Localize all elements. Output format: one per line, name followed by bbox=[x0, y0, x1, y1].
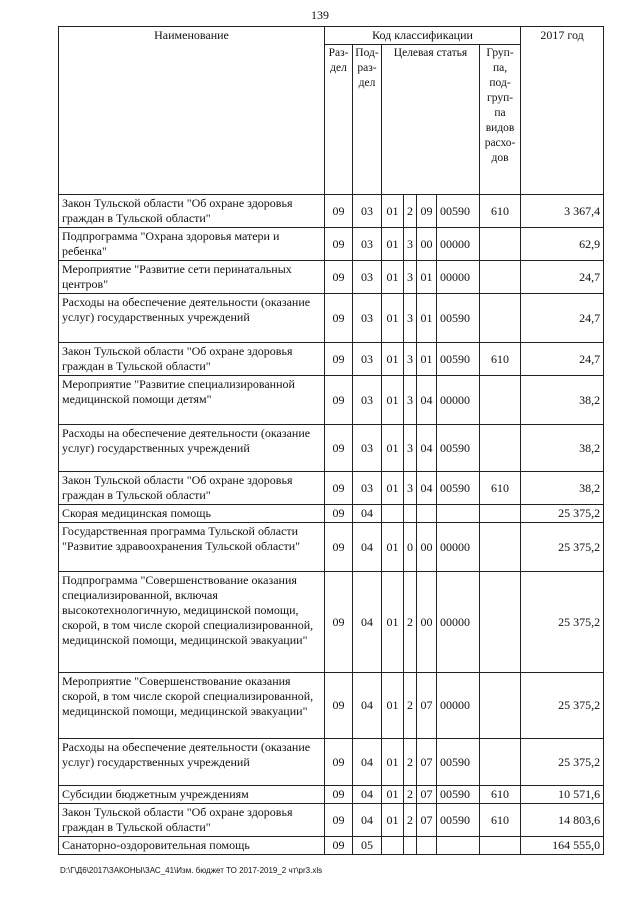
row-amount: 62,9 bbox=[521, 228, 604, 261]
row-section: 09 bbox=[325, 195, 353, 228]
row-expense-type bbox=[480, 294, 521, 343]
row-event-code: 00 bbox=[417, 523, 437, 572]
row-name: Закон Тульской области "Об охране здоровья граждан в Тульской области" bbox=[59, 472, 325, 505]
row-name: Закон Тульской области "Об охране здоровья граждан в Тульской области" bbox=[59, 195, 325, 228]
row-name: Расходы на обеспечение деятельности (оказание услуг) государственных учреждений bbox=[59, 739, 325, 786]
row-event-code: 04 bbox=[417, 425, 437, 472]
row-section: 09 bbox=[325, 376, 353, 425]
row-subprogram-code: 3 bbox=[404, 425, 417, 472]
row-subsection: 04 bbox=[353, 523, 382, 572]
row-section: 09 bbox=[325, 425, 353, 472]
row-amount: 10 571,6 bbox=[521, 786, 604, 804]
row-subsection: 04 bbox=[353, 673, 382, 739]
row-subsection: 04 bbox=[353, 505, 382, 523]
row-subprogram-code: 2 bbox=[404, 673, 417, 739]
row-event-code: 04 bbox=[417, 376, 437, 425]
row-subsection: 03 bbox=[353, 376, 382, 425]
row-expense-type bbox=[480, 425, 521, 472]
row-amount: 25 375,2 bbox=[521, 739, 604, 786]
row-section: 09 bbox=[325, 572, 353, 673]
header-classification: Код классификации bbox=[325, 27, 521, 45]
row-name: Подпрограмма "Охрана здоровья матери и ребенка" bbox=[59, 228, 325, 261]
table-row bbox=[59, 572, 604, 673]
row-direction-code: 00000 bbox=[437, 261, 480, 294]
row-amount: 24,7 bbox=[521, 261, 604, 294]
header-target-article: Целевая статья bbox=[382, 45, 480, 195]
row-program-code: 01 bbox=[382, 228, 404, 261]
row-subprogram-code: 3 bbox=[404, 343, 417, 376]
table-row bbox=[59, 804, 604, 837]
row-subsection: 03 bbox=[353, 261, 382, 294]
row-program-code: 01 bbox=[382, 195, 404, 228]
row-direction-code: 00590 bbox=[437, 472, 480, 505]
table-row bbox=[59, 739, 604, 786]
row-amount: 25 375,2 bbox=[521, 673, 604, 739]
header-subsection: Под- раз- дел bbox=[353, 45, 382, 195]
row-expense-type bbox=[480, 505, 521, 523]
row-subsection: 03 bbox=[353, 195, 382, 228]
row-name: Скорая медицинская помощь bbox=[59, 505, 325, 523]
row-direction-code: 00590 bbox=[437, 343, 480, 376]
row-expense-type bbox=[480, 739, 521, 786]
row-name: Подпрограмма "Совершенствование оказания специализированной, включая высокотехнологичную, медицинской помощи, скорой, в том числе скорой специализированной, медицинской помощи, медицинской эвакуации" bbox=[59, 572, 325, 673]
row-name: Субсидии бюджетным учреждениям bbox=[59, 786, 325, 804]
table-row bbox=[59, 195, 604, 228]
row-event-code: 07 bbox=[417, 786, 437, 804]
row-event-code: 01 bbox=[417, 261, 437, 294]
row-amount: 38,2 bbox=[521, 376, 604, 425]
row-expense-type bbox=[480, 837, 521, 855]
row-direction-code bbox=[437, 505, 480, 523]
row-amount: 38,2 bbox=[521, 425, 604, 472]
header-year: 2017 год bbox=[521, 27, 604, 195]
table-row bbox=[59, 376, 604, 425]
row-subprogram-code: 3 bbox=[404, 376, 417, 425]
row-subsection: 03 bbox=[353, 425, 382, 472]
row-program-code: 01 bbox=[382, 786, 404, 804]
row-section: 09 bbox=[325, 261, 353, 294]
row-program-code: 01 bbox=[382, 572, 404, 673]
row-name: Мероприятие "Развитие специализированной медицинской помощи детям" bbox=[59, 376, 325, 425]
row-expense-type: 610 bbox=[480, 343, 521, 376]
row-subprogram-code: 2 bbox=[404, 195, 417, 228]
row-program-code: 01 bbox=[382, 261, 404, 294]
row-event-code: 00 bbox=[417, 572, 437, 673]
row-direction-code: 00590 bbox=[437, 739, 480, 786]
row-section: 09 bbox=[325, 523, 353, 572]
row-section: 09 bbox=[325, 739, 353, 786]
row-expense-type bbox=[480, 673, 521, 739]
row-subprogram-code: 2 bbox=[404, 786, 417, 804]
row-subprogram-code: 2 bbox=[404, 572, 417, 673]
row-name: Санаторно-оздоровительная помощь bbox=[59, 837, 325, 855]
table-row bbox=[59, 523, 604, 572]
row-expense-type: 610 bbox=[480, 786, 521, 804]
row-name: Мероприятие "Развитие сети перинатальных центров" bbox=[59, 261, 325, 294]
row-section: 09 bbox=[325, 673, 353, 739]
row-subprogram-code bbox=[404, 837, 417, 855]
row-amount: 24,7 bbox=[521, 343, 604, 376]
row-subsection: 03 bbox=[353, 343, 382, 376]
row-event-code bbox=[417, 505, 437, 523]
row-expense-type bbox=[480, 261, 521, 294]
table-row bbox=[59, 294, 604, 343]
table-row bbox=[59, 786, 604, 804]
row-subsection: 04 bbox=[353, 739, 382, 786]
row-name: Государственная программа Тульской области "Развитие здравоохранения Тульской области" bbox=[59, 523, 325, 572]
row-direction-code: 00000 bbox=[437, 673, 480, 739]
row-event-code: 00 bbox=[417, 228, 437, 261]
row-event-code: 01 bbox=[417, 294, 437, 343]
row-amount: 24,7 bbox=[521, 294, 604, 343]
row-expense-type bbox=[480, 523, 521, 572]
row-event-code: 07 bbox=[417, 739, 437, 786]
row-name: Расходы на обеспечение деятельности (оказание услуг) государственных учреждений bbox=[59, 425, 325, 472]
row-expense-type bbox=[480, 376, 521, 425]
row-program-code: 01 bbox=[382, 376, 404, 425]
row-event-code bbox=[417, 837, 437, 855]
row-section: 09 bbox=[325, 228, 353, 261]
row-expense-type: 610 bbox=[480, 804, 521, 837]
table-row bbox=[59, 673, 604, 739]
table-row bbox=[59, 425, 604, 472]
row-section: 09 bbox=[325, 786, 353, 804]
row-name: Расходы на обеспечение деятельности (оказание услуг) государственных учреждений bbox=[59, 294, 325, 343]
header-section: Раз- дел bbox=[325, 45, 353, 195]
row-program-code: 01 bbox=[382, 472, 404, 505]
header-name: Наименование bbox=[59, 27, 325, 195]
row-direction-code: 00000 bbox=[437, 572, 480, 673]
row-amount: 25 375,2 bbox=[521, 505, 604, 523]
table-row bbox=[59, 505, 604, 523]
row-section: 09 bbox=[325, 472, 353, 505]
row-direction-code: 00590 bbox=[437, 804, 480, 837]
row-subsection: 04 bbox=[353, 786, 382, 804]
row-program-code: 01 bbox=[382, 739, 404, 786]
row-direction-code bbox=[437, 837, 480, 855]
row-event-code: 01 bbox=[417, 343, 437, 376]
table-row bbox=[59, 472, 604, 505]
row-subprogram-code: 0 bbox=[404, 523, 417, 572]
table-row bbox=[59, 837, 604, 855]
row-direction-code: 00590 bbox=[437, 195, 480, 228]
row-subsection: 03 bbox=[353, 228, 382, 261]
row-subprogram-code: 3 bbox=[404, 294, 417, 343]
row-amount: 38,2 bbox=[521, 472, 604, 505]
row-subprogram-code: 2 bbox=[404, 739, 417, 786]
table-row bbox=[59, 228, 604, 261]
page-number: 139 bbox=[311, 8, 329, 22]
row-event-code: 04 bbox=[417, 472, 437, 505]
budget-table bbox=[58, 26, 604, 855]
header-group: Груп- па, под- груп- па видов расхо- дов bbox=[480, 45, 521, 195]
row-event-code: 07 bbox=[417, 804, 437, 837]
row-subprogram-code bbox=[404, 505, 417, 523]
row-amount: 164 555,0 bbox=[521, 837, 604, 855]
row-direction-code: 00590 bbox=[437, 294, 480, 343]
row-program-code: 01 bbox=[382, 294, 404, 343]
row-direction-code: 00590 bbox=[437, 786, 480, 804]
row-expense-type: 610 bbox=[480, 472, 521, 505]
row-subsection: 03 bbox=[353, 294, 382, 343]
row-direction-code: 00000 bbox=[437, 228, 480, 261]
row-subprogram-code: 2 bbox=[404, 804, 417, 837]
row-section: 09 bbox=[325, 294, 353, 343]
row-subsection: 04 bbox=[353, 804, 382, 837]
row-event-code: 07 bbox=[417, 673, 437, 739]
table-row bbox=[59, 343, 604, 376]
row-amount: 14 803,6 bbox=[521, 804, 604, 837]
row-subsection: 03 bbox=[353, 472, 382, 505]
row-program-code: 01 bbox=[382, 425, 404, 472]
row-section: 09 bbox=[325, 343, 353, 376]
row-section: 09 bbox=[325, 505, 353, 523]
row-subsection: 05 bbox=[353, 837, 382, 855]
row-subprogram-code: 3 bbox=[404, 228, 417, 261]
row-subprogram-code: 3 bbox=[404, 261, 417, 294]
row-amount: 3 367,4 bbox=[521, 195, 604, 228]
row-program-code: 01 bbox=[382, 673, 404, 739]
row-program-code: 01 bbox=[382, 804, 404, 837]
row-name: Закон Тульской области "Об охране здоровья граждан в Тульской области" bbox=[59, 804, 325, 837]
row-expense-type: 610 bbox=[480, 195, 521, 228]
row-program-code bbox=[382, 837, 404, 855]
row-section: 09 bbox=[325, 837, 353, 855]
row-direction-code: 00000 bbox=[437, 523, 480, 572]
row-direction-code: 00590 bbox=[437, 425, 480, 472]
row-amount: 25 375,2 bbox=[521, 523, 604, 572]
row-amount: 25 375,2 bbox=[521, 572, 604, 673]
row-section: 09 bbox=[325, 804, 353, 837]
table-body bbox=[59, 195, 604, 855]
row-subsection: 04 bbox=[353, 572, 382, 673]
row-event-code: 09 bbox=[417, 195, 437, 228]
row-subprogram-code: 3 bbox=[404, 472, 417, 505]
row-expense-type bbox=[480, 228, 521, 261]
row-expense-type bbox=[480, 572, 521, 673]
row-name: Закон Тульской области "Об охране здоровья граждан в Тульской области" bbox=[59, 343, 325, 376]
row-program-code bbox=[382, 505, 404, 523]
row-direction-code: 00000 bbox=[437, 376, 480, 425]
table-row bbox=[59, 261, 604, 294]
row-name: Мероприятие "Совершенствование оказания скорой, в том числе скорой специализированной, медицинской помощи, медицинской эвакуации" bbox=[59, 673, 325, 739]
row-program-code: 01 bbox=[382, 523, 404, 572]
row-program-code: 01 bbox=[382, 343, 404, 376]
file-path-footer: D:\Г\Д6\2017\ЗАКОНЫ\ЗАС_41\Изм. бюджет ТО 2017-2019_2 чт\pr3.xls bbox=[60, 866, 323, 875]
